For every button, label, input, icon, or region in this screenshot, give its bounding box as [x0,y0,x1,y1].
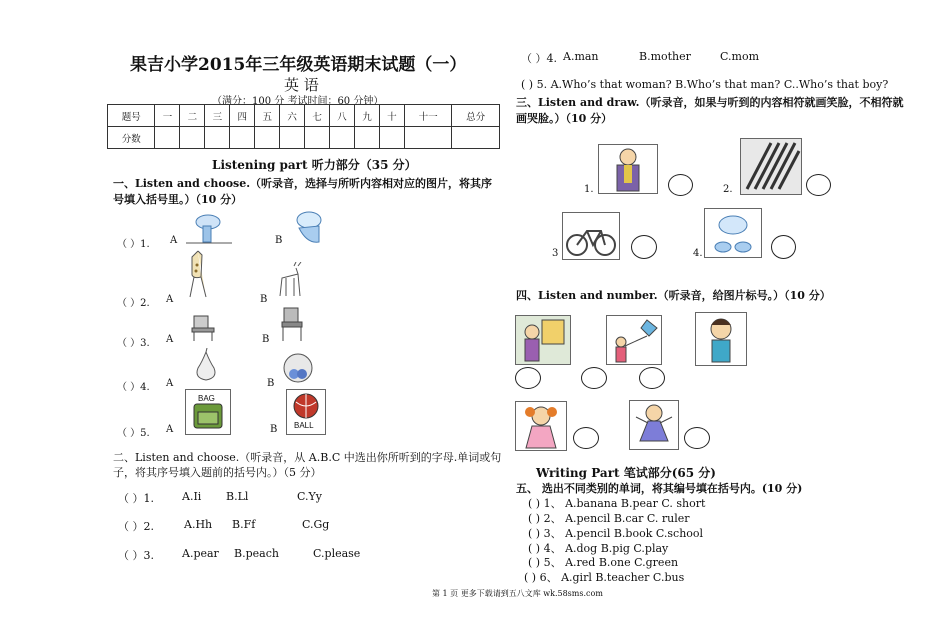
s1-item-1-num: （ ）1. [117,239,150,250]
bicycle-picture [562,212,620,260]
grapes-bag-picture [280,346,316,386]
girl-painting-picture [515,315,571,365]
ball-picture [286,389,326,435]
s5-item-1: ( ) 1、 A.banana B.pear C. short [528,497,706,510]
s3-label-1: 1. [584,184,594,195]
answer-circle[interactable] [573,427,599,449]
section2-title-2: 子，将其序号填入题前的括号内。）（5 分） [113,466,322,479]
girl-thinking-picture [695,312,747,366]
score-table-score-row: 分数 [108,127,500,149]
s1-item-1-b: B [275,235,283,246]
answer-circle[interactable] [515,367,541,389]
s1-item-4-b: B [267,378,275,389]
exam-info: （满分：100 分 考试时间：60 分钟） [212,96,384,107]
subject-label: 英 语 [284,76,319,94]
s3-label-4: 4. [693,248,703,259]
man-picture [598,144,658,194]
s5-item-6: ( ) 6、 A.girl B.teacher C.bus [524,571,685,584]
pencils-picture [740,138,802,195]
s1-item-1-a: A [170,235,178,246]
page-title: 果吉小学2015年三年级英语期末试题（一） [130,55,467,75]
s2-item-4-b: B.mother [639,50,691,63]
s2-item-3-a: A.pear [182,547,219,560]
s1-item-3-num: （ ）3. [117,338,150,349]
s1-item-4-num: （ ）4. [117,382,150,393]
s2-item-3-c: C.please [313,547,361,560]
answer-circle[interactable] [771,235,796,259]
section1-title: 一、Listen and choose.（听录音，选择与所听内容相对应的图片，将其序 [113,177,493,190]
ball-label: BALL [294,421,314,430]
s1-item-2-b: B [260,294,268,305]
answer-circle[interactable] [684,427,710,449]
section3-title-2: 画哭脸。）（10 分） [516,112,613,125]
s2-item-2-num: （ ）2. [118,520,154,533]
sheep-cartoon-picture-b [289,208,325,244]
page-footer: 第 1 页 更多下载请到五八文库 wk.58sms.com [432,589,603,598]
answer-circle[interactable] [631,235,657,259]
s1-item-5-num: （ ）5. [117,428,150,439]
pear-picture [188,348,224,384]
s1-item-2-num: （ ）2. [117,298,150,309]
chair-picture-b [276,306,306,342]
girl-dress-picture [515,401,567,451]
s1-item-2-a: A [166,294,174,305]
s1-item-3-b: B [262,334,270,345]
writing-heading: Writing Part 笔试部分(65 分) [536,466,716,480]
sheep-baby-picture [704,208,762,258]
s2-item-1-b: B.Ll [226,490,249,503]
score-table [107,104,500,149]
listening-heading: Listening part 听力部分（35 分） [212,158,417,172]
sheep-cartoon-picture [186,210,232,244]
section4-title: 四、Listen and number.（听录音，给图片标号。）（10 分） [516,289,831,302]
girl-kite-picture [606,315,662,365]
s5-item-5: ( ) 5、 A.red B.one C.green [528,556,679,569]
s2-item-2-b: B.Ff [232,518,256,531]
s1-item-4-a: A [166,378,174,389]
chair-picture [188,312,218,342]
s2-item-1-num: （ ）1. [118,492,154,505]
girl-dancing-picture [629,400,679,450]
s5-item-3: ( ) 3、 A.pencil B.book C.school [528,527,704,540]
s2-item-5: ( ) 5. A.Who’s that woman? B.Who’s that man? C..Who’s that boy? [521,78,889,91]
s2-item-2-a: A.Hh [184,518,213,531]
s5-item-2: ( ) 2、 A.pencil B.car C. ruler [528,512,690,525]
s2-item-4-a: A.man [563,50,599,63]
answer-circle[interactable] [668,174,693,196]
s2-item-3-num: （ ）3. [118,549,154,562]
s2-item-1-a: A.Ii [182,490,202,503]
section1-title-2: 号填入括号里。）（10 分） [113,193,243,206]
s3-label-3: 3 [552,248,559,259]
s1-item-5-a: A [166,424,174,435]
s2-item-2-c: C.Gg [302,518,330,531]
answer-circle[interactable] [639,367,665,389]
answer-circle[interactable] [806,174,831,196]
answer-circle[interactable] [581,367,607,389]
s2-item-4-c: C.mom [720,50,760,63]
s5-item-4: ( ) 4、 A.dog B.pig C.play [528,542,669,555]
bag-picture [185,389,231,435]
bag-label: BAG [198,394,215,403]
score-table-header-row: 题号 一 二 三 四 五 六 七 八 九 十 十一 总分 [108,105,500,127]
section3-title: 三、Listen and draw.（听录音，如果与听到的内容相符就画笑脸，不相符就 [516,96,904,109]
giraffe-picture [184,249,210,301]
s2-item-1-c: C.Yy [297,490,322,503]
section2-title: 二、Listen and choose.（听录音，从 A.B.C 中选出你所听到的字母.单词或句 [113,451,502,464]
s2-item-3-b: B.peach [234,547,279,560]
s1-item-5-b: B [270,424,278,435]
s3-label-2: 2. [723,184,733,195]
s1-item-3-a: A [166,334,174,345]
s2-item-4-num: （ ）4. [521,52,557,65]
deer-picture [274,262,306,300]
section5-title: 五、 选出不同类别的单词，将其编号填在括号内。(10 分) [516,482,803,495]
